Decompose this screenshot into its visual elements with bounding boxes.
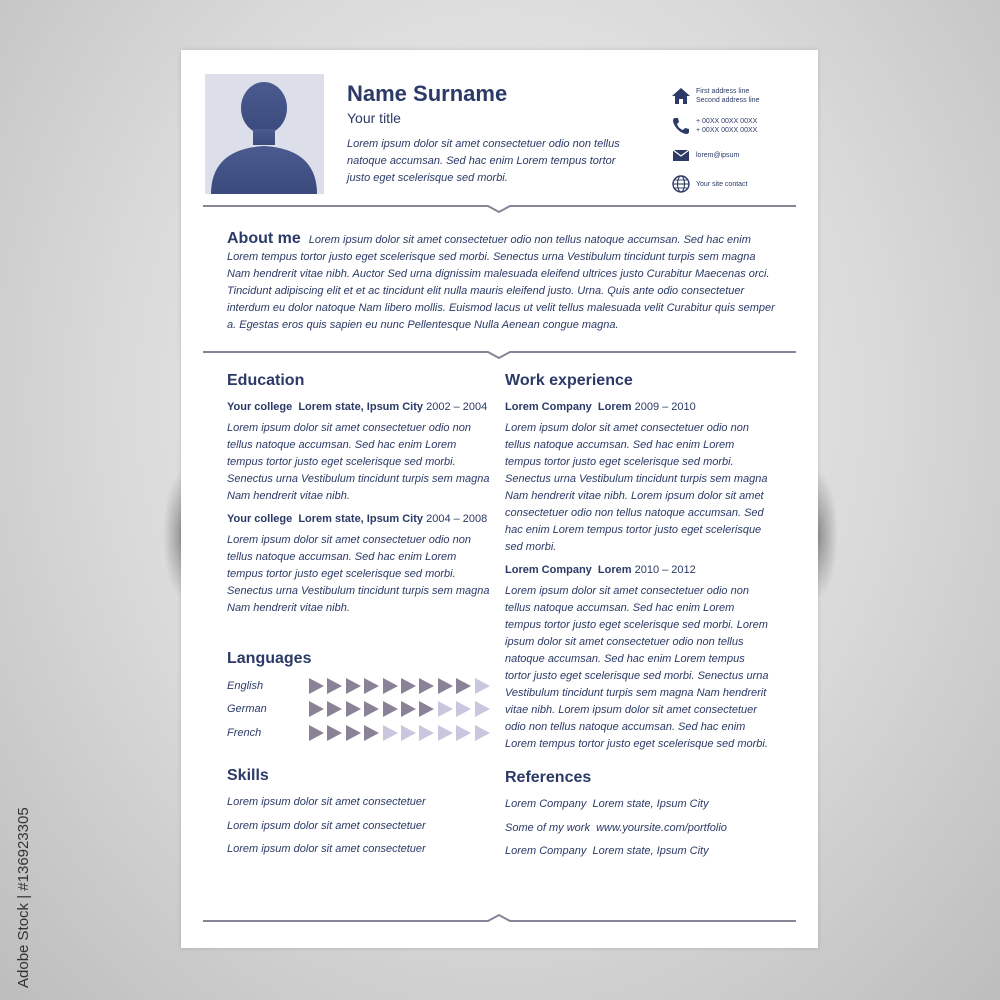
education-description: Lorem ipsum dolor sit amet consectetuer odio non tellus natoque accumsan. Sed hac enim Lorem tempus tortor justo eget scelerisque sed morbi. Senectus urna Vestibulum tincidunt turpis sem magna Nam hendrerit vitae nibh. bbox=[227, 534, 490, 614]
level-triangle-filled bbox=[327, 725, 342, 741]
college-years: 2004 – 2008 bbox=[426, 513, 488, 525]
education-description: Lorem ipsum dolor sit amet consectetuer odio non tellus natoque accumsan. Sed hac enim Lorem tempus tortor justo eget scelerisque sed morbi. Senectus urna Vestibulum tincidunt turpis sem magna Nam hendrerit vitae nibh. bbox=[227, 422, 490, 502]
phone-line-2: + 00XX 00XX 00XX bbox=[696, 127, 758, 134]
level-triangle-empty bbox=[456, 701, 471, 717]
resume-page bbox=[181, 50, 818, 948]
contact-phone bbox=[671, 116, 757, 136]
level-triangle-filled bbox=[309, 678, 324, 694]
company-name: Lorem Company bbox=[505, 564, 592, 576]
language-name: French bbox=[227, 727, 262, 739]
level-triangle-empty bbox=[475, 725, 490, 741]
about-text: Lorem ipsum dolor sit amet consectetuer odio non tellus natoque accumsan. Sed hac enim Lorem tempus tortor justo eget scelerisque sed morbi. Senectus urna Vestibulum tincidunt turpis sem magna Nam hendrerit vitae nibh. Auctor Sed urna dignissim malesuada eleifend ultrices justo Curabitur Maecenas orci. Tincidunt adipiscing elit et et ac tincidunt elit nulla mauris eleifend justo. Urna. Quis ante odio consectetuer interdum eu dolor natoque Nam libero mollis. Euismod lacus ut velit tellus malesuada velit Curabitur quis semper a. Egestas eros quis sapien eu nunc Pellentesque Nulla Aenean congue magna. bbox=[227, 234, 775, 331]
job-years: 2009 – 2010 bbox=[634, 401, 696, 413]
company-name: Lorem Company bbox=[505, 401, 592, 413]
work-description: Lorem ipsum dolor sit amet consectetuer odio non tellus natoque accumsan. Sed hac enim Lorem tempus tortor justo eget scelerisque sed morbi. Lorem ipsum dolor sit amet consectetuer odio non tellus natoque accumsan. Sed hac enim Lorem tempus tortor justo eget scelerisque sed morbi. Senectus urna Vestibulum tincidunt turpis sem magna Nam hendrerit vitae nibh. Lorem ipsum dolor sit amet consectetuer odio non tellus natoque accumsan. Sed hac enim Lorem tempus tortor justo eget scelerisque sed morbi. bbox=[505, 585, 769, 750]
level-triangle-filled bbox=[438, 678, 453, 694]
contact-website bbox=[671, 174, 748, 194]
level-triangle-empty bbox=[401, 725, 416, 741]
reference-item bbox=[505, 798, 709, 810]
college-place: Lorem state, Ipsum City bbox=[298, 513, 424, 525]
about-heading: About me bbox=[227, 230, 301, 247]
watermark-text: Adobe Stock | #136923305 bbox=[15, 807, 32, 988]
level-triangle-filled bbox=[419, 701, 434, 717]
level-triangle-filled bbox=[364, 725, 379, 741]
level-triangle-empty bbox=[438, 701, 453, 717]
level-triangle-filled bbox=[346, 678, 361, 694]
stock-watermark-label bbox=[14, 760, 34, 990]
section-divider bbox=[203, 200, 796, 214]
skill-item: Lorem ipsum dolor sit amet consectetuer bbox=[227, 820, 426, 832]
level-triangle-empty bbox=[438, 725, 453, 741]
reference-name: Lorem Company bbox=[505, 845, 587, 857]
level-triangle-filled bbox=[309, 701, 324, 717]
reference-detail: www.yoursite.com/portfolio bbox=[596, 822, 727, 834]
skill-item: Lorem ipsum dolor sit amet consectetuer bbox=[227, 796, 426, 808]
skill-item: Lorem ipsum dolor sit amet consectetuer bbox=[227, 843, 426, 855]
education-entries bbox=[227, 401, 497, 617]
language-level bbox=[309, 701, 493, 717]
website-text: Your site contact bbox=[696, 180, 748, 188]
level-triangle-filled bbox=[401, 678, 416, 694]
level-triangle-filled bbox=[364, 701, 379, 717]
work-heading: Work experience bbox=[505, 372, 633, 389]
education-entry-header bbox=[227, 513, 497, 525]
level-triangle-filled bbox=[309, 725, 324, 741]
level-triangle-filled bbox=[327, 701, 342, 717]
intro-text: Lorem ipsum dolor sit amet consectetuer odio non tellus natoque accumsan. Sed hac enim Lorem tempus tortor justo eget scelerisque sed morbi. bbox=[347, 138, 620, 184]
level-triangle-filled bbox=[364, 678, 379, 694]
profile-photo-placeholder bbox=[205, 74, 324, 194]
globe-icon bbox=[671, 174, 691, 194]
phone-icon bbox=[671, 116, 691, 136]
education-heading: Education bbox=[227, 372, 305, 389]
address-line-1: First address line bbox=[696, 88, 750, 95]
candidate-name: Name Surname bbox=[347, 81, 508, 106]
job-role: Lorem bbox=[597, 564, 632, 576]
home-icon bbox=[671, 86, 691, 106]
level-triangle-empty bbox=[383, 725, 398, 741]
language-name: German bbox=[227, 703, 267, 715]
contact-address bbox=[671, 86, 759, 106]
work-entry-header bbox=[505, 564, 775, 576]
language-row bbox=[227, 725, 493, 741]
person-silhouette-icon bbox=[205, 74, 324, 194]
languages-heading: Languages bbox=[227, 650, 312, 667]
address-line-2: Second address line bbox=[696, 97, 760, 104]
mail-icon bbox=[671, 145, 691, 165]
work-entries bbox=[505, 401, 775, 753]
job-years: 2010 – 2012 bbox=[634, 564, 696, 576]
college-name: Your college bbox=[227, 401, 293, 413]
phone-line-1: + 00XX 00XX 00XX bbox=[696, 118, 758, 125]
level-triangle-filled bbox=[346, 725, 361, 741]
job-role: Lorem bbox=[597, 401, 632, 413]
reference-detail: Lorem state, Ipsum City bbox=[592, 798, 709, 810]
work-description: Lorem ipsum dolor sit amet consectetuer odio non tellus natoque accumsan. Sed hac enim Lorem tempus tortor justo eget scelerisque sed morbi. Senectus urna Vestibulum tincidunt turpis sem magna Nam hendrerit vitae nibh. Lorem ipsum dolor sit amet consectetuer odio non tellus natoque accumsan. Sed hac enim Lorem tempus tortor justo eget scelerisque sed morbi. bbox=[505, 422, 768, 553]
language-level bbox=[309, 725, 493, 741]
college-years: 2002 – 2004 bbox=[426, 401, 488, 413]
language-name: English bbox=[227, 680, 264, 692]
contact-email bbox=[671, 145, 739, 165]
language-row bbox=[227, 701, 493, 717]
work-entry-header bbox=[505, 401, 775, 413]
reference-item bbox=[505, 845, 709, 857]
reference-name: Some of my work bbox=[505, 822, 590, 834]
about-section bbox=[227, 230, 777, 334]
level-triangle-filled bbox=[401, 701, 416, 717]
language-row bbox=[227, 678, 493, 694]
education-entry-header bbox=[227, 401, 497, 413]
level-triangle-empty bbox=[475, 678, 490, 694]
college-name: Your college bbox=[227, 513, 293, 525]
level-triangle-filled bbox=[346, 701, 361, 717]
section-divider bbox=[203, 913, 796, 927]
candidate-title: Your title bbox=[347, 110, 401, 126]
reference-detail: Lorem state, Ipsum City bbox=[592, 845, 709, 857]
skills-heading: Skills bbox=[227, 767, 269, 784]
level-triangle-filled bbox=[419, 678, 434, 694]
references-heading: References bbox=[505, 769, 592, 786]
reference-name: Lorem Company bbox=[505, 798, 587, 810]
level-triangle-empty bbox=[475, 701, 490, 717]
level-triangle-filled bbox=[383, 678, 398, 694]
level-triangle-filled bbox=[383, 701, 398, 717]
email-text: lorem@ipsum bbox=[696, 151, 740, 159]
language-level bbox=[309, 678, 493, 694]
level-triangle-empty bbox=[456, 725, 471, 741]
level-triangle-empty bbox=[419, 725, 434, 741]
college-place: Lorem state, Ipsum City bbox=[298, 401, 424, 413]
level-triangle-filled bbox=[327, 678, 342, 694]
level-triangle-filled bbox=[456, 678, 471, 694]
reference-item bbox=[505, 822, 727, 834]
section-divider bbox=[203, 346, 796, 360]
